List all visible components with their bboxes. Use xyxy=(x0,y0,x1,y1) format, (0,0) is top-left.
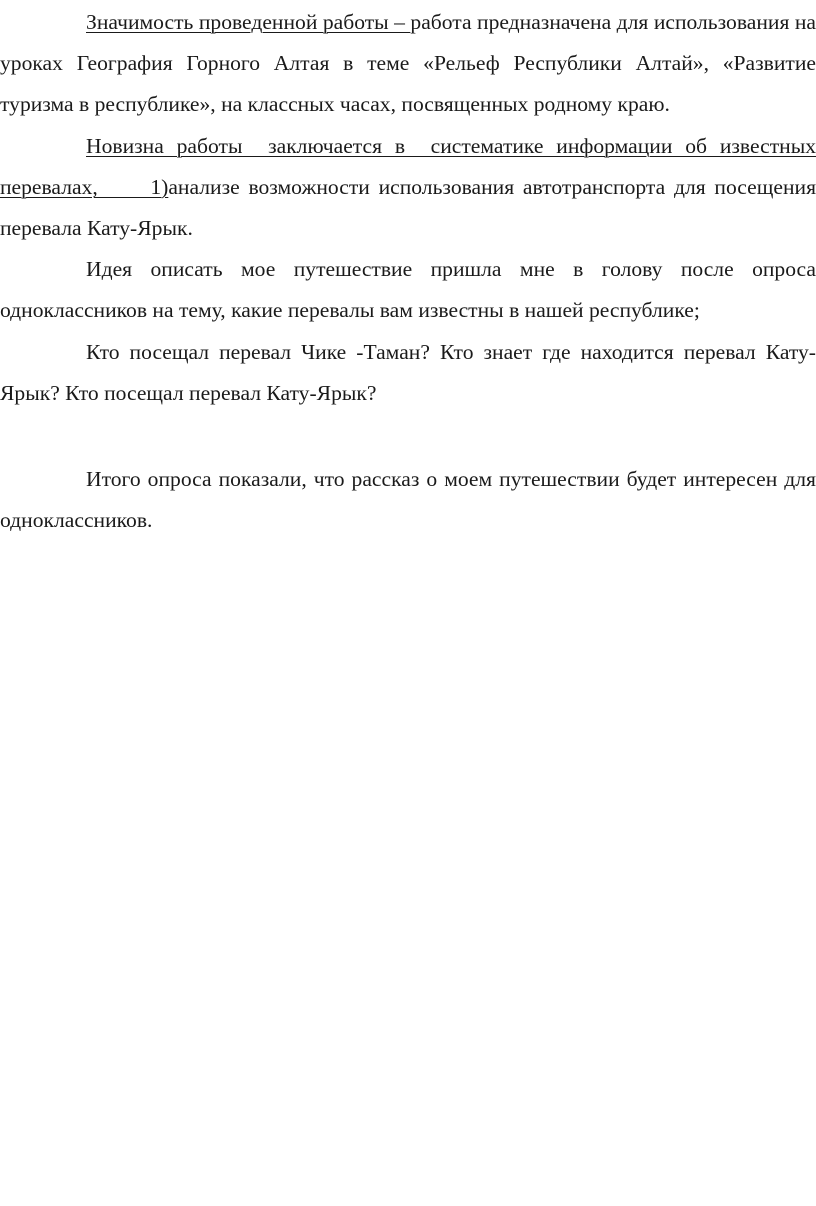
questions-text: Кто посещал перевал Чике -Таман? Кто знает где находится перевал Кату-Ярык? Кто посещал перевал Кату-Ярык? xyxy=(0,339,816,405)
novelty-text: анализе возможности использования автотранспорта для посещения перевала Кату-Ярык. xyxy=(0,174,816,241)
paragraph-questions xyxy=(0,332,816,414)
significance-text: работа предназначена для использования на уроках География Горного Алтая в теме «Рельеф Республики Алтай», «Развитие туризма в республике», на классных часах, посвященных родному краю. xyxy=(0,10,816,117)
paragraph-conclusion xyxy=(0,459,816,541)
idea-text: Идея описать мое путешествие пришла мне в голову после опроса одноклассников на тему, какие перевалы вам известны в нашей республике; xyxy=(0,257,816,323)
document-body xyxy=(0,0,816,541)
significance-heading: Значимость проведенной работы – xyxy=(86,10,411,34)
conclusion-text: Итого опроса показали, что рассказ о моем путешествии будет интересен для одноклассников. xyxy=(0,467,816,533)
paragraph-idea xyxy=(0,249,816,331)
paragraph-novelty xyxy=(0,126,816,250)
novelty-heading: Новизна работы заключается в систематике информации об известных перевалах, 1) xyxy=(0,133,816,199)
paragraph-significance xyxy=(0,2,816,126)
